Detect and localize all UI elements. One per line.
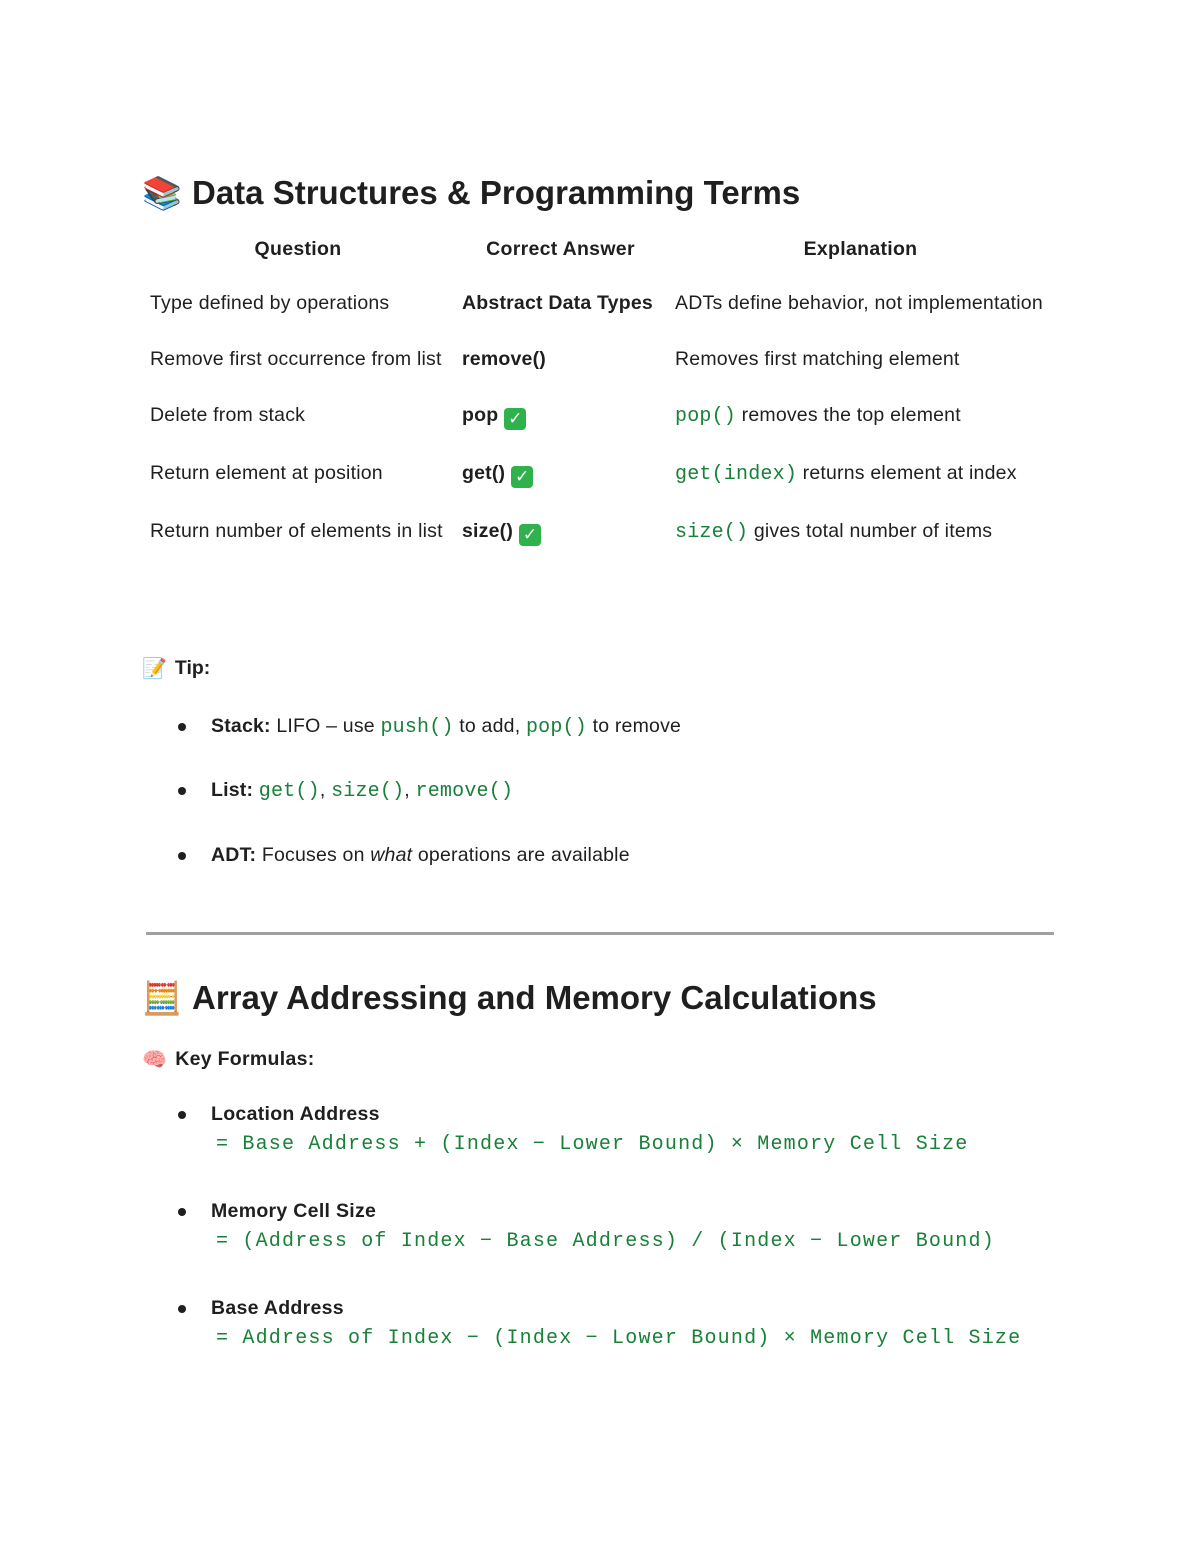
question-cell: Return element at position xyxy=(150,462,383,484)
check-mark-icon: ✓ xyxy=(519,524,541,546)
table-header-row xyxy=(142,232,1054,283)
formula-expression: = (Address of Index − Base Address) / (Index − Lower Bound) xyxy=(216,1230,995,1253)
formula-expression: = Base Address + (Index − Lower Bound) × Memory Cell Size xyxy=(216,1133,969,1156)
list-item xyxy=(176,1294,1021,1353)
brain-icon: 🧠 xyxy=(142,1049,168,1071)
list-item xyxy=(176,776,681,806)
tip-text: operations are available xyxy=(412,844,630,866)
code-snippet: size() xyxy=(331,780,405,803)
emphasis-text: what xyxy=(370,844,413,866)
tip-heading xyxy=(142,656,210,681)
separator: , xyxy=(319,779,332,801)
memo-icon: 📝 xyxy=(142,658,167,680)
explanation-cell: ADTs define behavior, not implementation xyxy=(675,292,1043,314)
code-snippet: get() xyxy=(258,780,320,803)
table-row xyxy=(142,339,1054,395)
table-row xyxy=(142,283,1054,339)
tips-list xyxy=(176,712,681,903)
code-snippet: size() xyxy=(675,521,749,544)
books-icon: 📚 xyxy=(142,175,182,211)
code-snippet: get(index) xyxy=(675,463,798,486)
explanation-text: returns element at index xyxy=(797,462,1017,484)
table-row xyxy=(142,453,1054,511)
terms-table xyxy=(142,232,1054,569)
question-cell: Return number of elements in list xyxy=(150,520,443,542)
formula-list xyxy=(176,1100,1021,1391)
code-snippet: pop() xyxy=(525,716,587,739)
check-mark-icon: ✓ xyxy=(511,466,533,488)
answer-text: size() xyxy=(462,520,514,542)
horizontal-divider xyxy=(146,932,1054,935)
key-formulas-label: Key Formulas: xyxy=(175,1048,315,1070)
tip-term: List: xyxy=(211,779,254,801)
explanation-cell xyxy=(667,395,1054,453)
answer-cell xyxy=(454,453,667,511)
tip-text: to add, xyxy=(453,715,526,737)
question-cell: Remove first occurrence from list xyxy=(150,348,442,370)
column-header-explanation: Explanation xyxy=(803,238,918,260)
answer-cell xyxy=(454,395,667,453)
table-row xyxy=(142,511,1054,569)
answer-text: get() xyxy=(462,462,506,484)
column-header-answer: Correct Answer xyxy=(486,238,635,260)
list-item xyxy=(176,1100,1021,1159)
explanation-cell xyxy=(667,511,1054,569)
question-cell: Delete from stack xyxy=(150,404,306,426)
abacus-icon: 🧮 xyxy=(142,980,182,1016)
column-header-question: Question xyxy=(254,238,342,260)
code-snippet: push() xyxy=(380,716,454,739)
tip-term: Stack: xyxy=(211,715,271,737)
list-item xyxy=(176,1197,1021,1256)
code-snippet: pop() xyxy=(675,405,737,428)
tip-text: Focuses on xyxy=(256,844,371,866)
answer-cell xyxy=(454,511,667,569)
answer-text: pop xyxy=(462,404,499,426)
code-snippet: remove() xyxy=(415,780,514,803)
list-item xyxy=(176,841,681,869)
section-heading-data-structures xyxy=(142,174,800,212)
separator: , xyxy=(404,779,416,801)
explanation-cell: Removes first matching element xyxy=(675,348,960,370)
explanation-cell xyxy=(667,453,1054,511)
section-heading-array-addressing xyxy=(142,979,877,1017)
table-row xyxy=(142,395,1054,453)
formula-label: Location Address xyxy=(211,1103,380,1125)
explanation-text: removes the top element xyxy=(736,404,961,426)
tip-term: ADT: xyxy=(211,844,257,866)
list-item xyxy=(176,712,681,742)
tip-text: to remove xyxy=(586,715,682,737)
formula-label: Base Address xyxy=(211,1297,344,1319)
section-title: Array Addressing and Memory Calculations xyxy=(192,979,877,1016)
explanation-text: gives total number of items xyxy=(748,520,993,542)
answer-cell: Abstract Data Types xyxy=(462,292,653,314)
tip-label: Tip: xyxy=(174,657,211,679)
answer-cell: remove() xyxy=(462,348,546,370)
formula-expression: = Address of Index − (Index − Lower Bound) × Memory Cell Size xyxy=(216,1327,1022,1350)
section-title: Data Structures & Programming Terms xyxy=(192,174,801,211)
formula-label: Memory Cell Size xyxy=(211,1200,377,1222)
question-cell: Type defined by operations xyxy=(150,292,390,314)
tip-text: LIFO – use xyxy=(270,715,381,737)
check-mark-icon: ✓ xyxy=(504,408,526,430)
key-formulas-heading xyxy=(142,1047,315,1072)
